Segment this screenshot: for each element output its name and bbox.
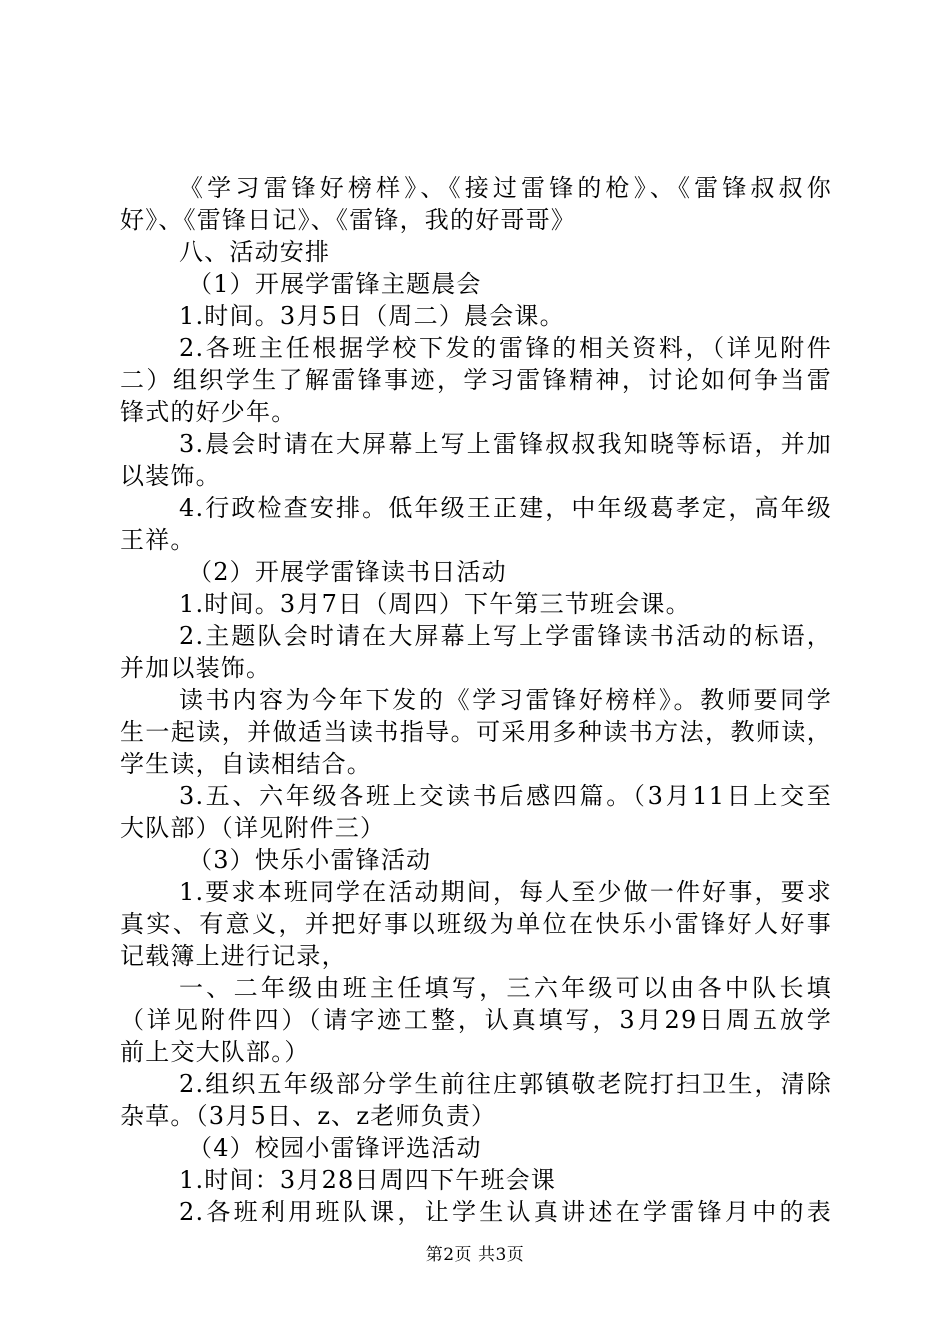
text-line: 王祥。 bbox=[120, 526, 196, 554]
subsection-heading: （1）开展学雷锋主题晨会 bbox=[188, 270, 482, 298]
text-line: 2.主题队会时请在大屏幕上写上学雷锋读书活动的标语， bbox=[179, 622, 832, 650]
text-line: 二）组织学生了解雷锋事迹，学习雷锋精神，讨论如何争当雷 bbox=[120, 366, 832, 394]
text-line: 生一起读，并做适当读书指导。可采用多种读书方法，教师读， bbox=[120, 718, 832, 746]
text-line: 3.晨会时请在大屏幕上写上雷锋叔叔我知晓等标语，并加 bbox=[179, 430, 832, 458]
text-line: （详见附件四）（请字迹工整，认真填写，3月29日周五放学 bbox=[120, 1006, 832, 1034]
text-line: 以装饰。 bbox=[120, 462, 221, 490]
page-footer bbox=[0, 1243, 950, 1267]
text-line: 真实、有意义，并把好事以班级为单位在快乐小雷锋好人好事 bbox=[120, 910, 832, 938]
subsection-heading: （4）校园小雷锋评选活动 bbox=[188, 1134, 482, 1162]
text-line: 好》、《雷锋日记》、《雷锋，我的好哥哥》 bbox=[120, 206, 576, 234]
text-line: 记载簿上进行记录， bbox=[120, 942, 347, 970]
text-line: 大队部）（详见附件三） bbox=[120, 814, 386, 842]
subsection-heading: （3）快乐小雷锋活动 bbox=[188, 846, 432, 874]
text-line: 锋式的好少年。 bbox=[120, 398, 297, 426]
text-line: 1.时间。3月7日（周四）下午第三节班会课。 bbox=[179, 590, 691, 618]
page-number: 第2页 共3页 bbox=[425, 1245, 525, 1265]
text-line: 3.五、六年级各班上交读书后感四篇。（3月11日上交至 bbox=[179, 782, 832, 810]
text-line: 1.时间：3月28日周四下午班会课 bbox=[179, 1166, 557, 1194]
text-line: 2.组织五年级部分学生前往庄郭镇敬老院打扫卫生，清除 bbox=[179, 1070, 832, 1098]
text-line: 2.各班主任根据学校下发的雷锋的相关资料，（详见附件 bbox=[179, 334, 832, 362]
document-body bbox=[120, 172, 832, 1228]
text-line: 学生读，自读相结合。 bbox=[120, 750, 372, 778]
text-line: 1.时间。3月5日（周二）晨会课。 bbox=[179, 302, 565, 330]
text-line: 杂草。（3月5日、z、z老师负责） bbox=[120, 1102, 497, 1130]
text-line: 2.各班利用班队课，让学生认真讲述在学雷锋月中的表 bbox=[179, 1198, 832, 1226]
section-heading: 八、活动安排 bbox=[179, 238, 331, 266]
text-line: 前上交大队部。） bbox=[120, 1038, 310, 1066]
text-line: 并加以装饰。 bbox=[120, 654, 272, 682]
text-line: 1.要求本班同学在活动期间，每人至少做一件好事，要求 bbox=[179, 878, 832, 906]
text-line: 一、二年级由班主任填写，三六年级可以由各中队长填 bbox=[179, 974, 832, 1002]
text-line: 《学习雷锋好榜样》、《接过雷锋的枪》、《雷锋叔叔你 bbox=[179, 174, 832, 202]
text-line: 4.行政检查安排。低年级王正建，中年级葛孝定，高年级 bbox=[179, 494, 832, 522]
text-line: 读书内容为今年下发的《学习雷锋好榜样》。教师要同学 bbox=[179, 686, 832, 714]
subsection-heading: （2）开展学雷锋读书日活动 bbox=[188, 558, 507, 586]
